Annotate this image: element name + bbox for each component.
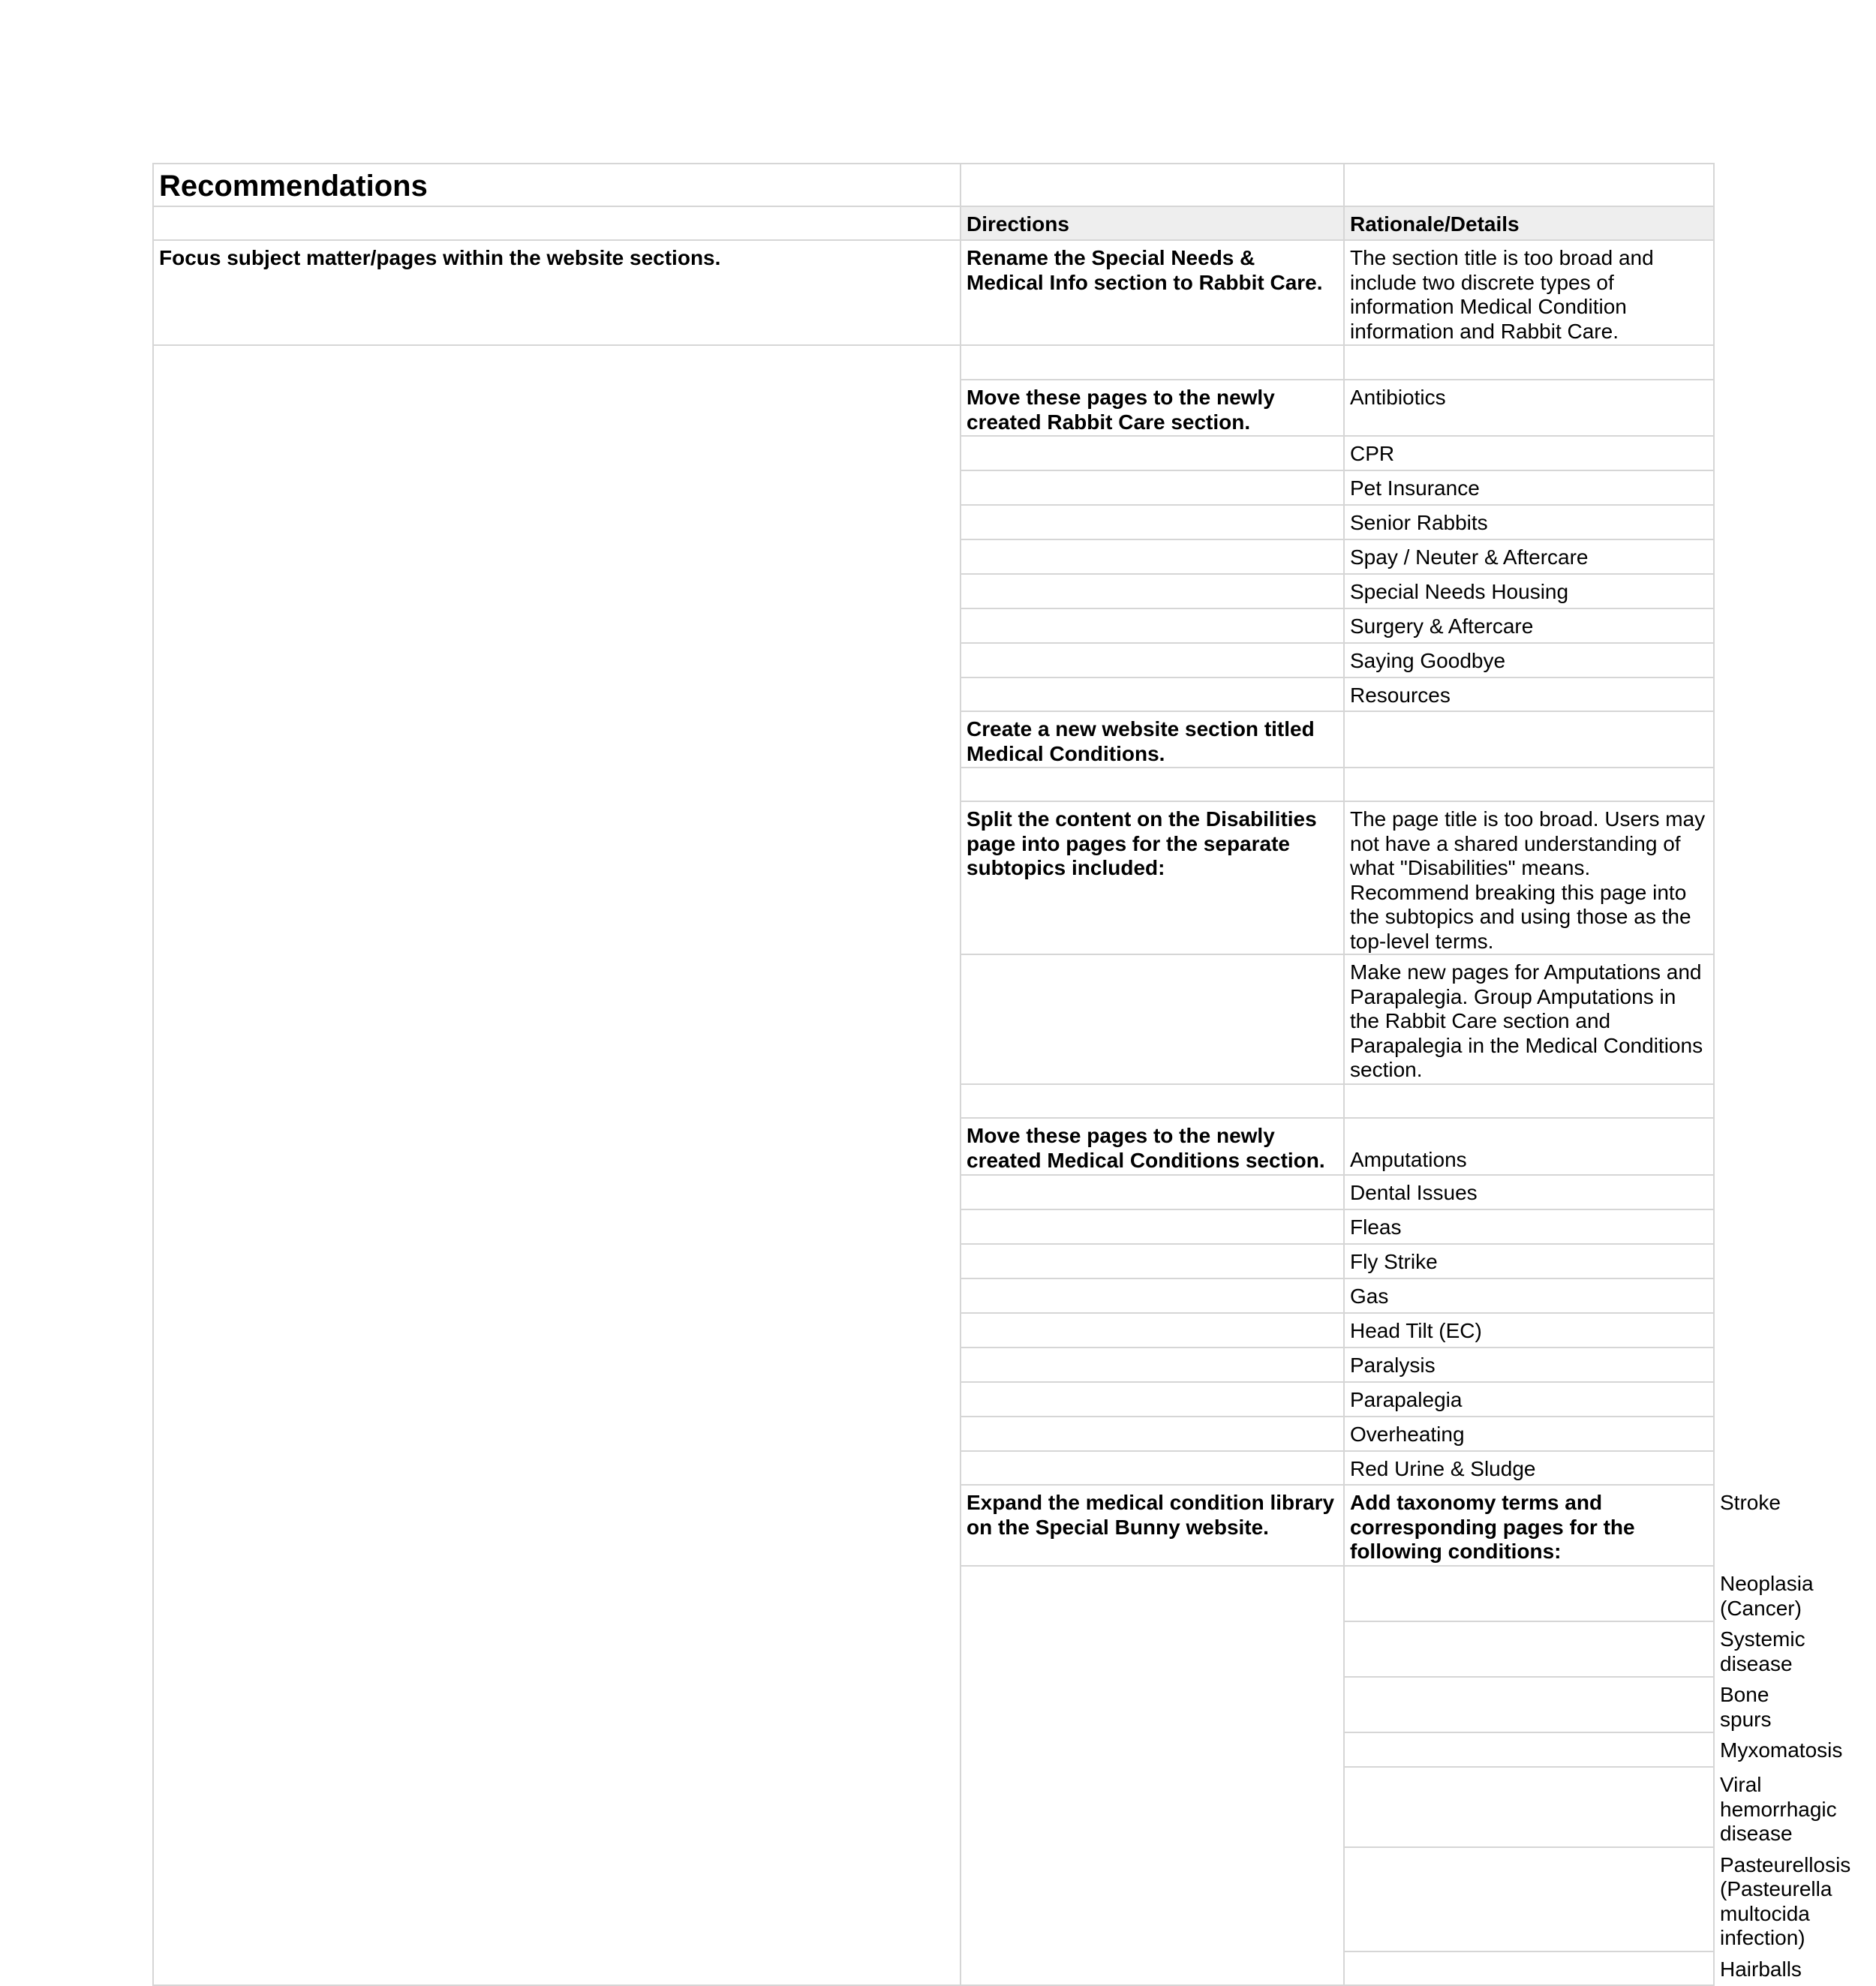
empty-cell: [961, 1313, 1344, 1348]
table-row: Myxomatosis: [153, 1732, 1714, 1767]
empty-cell: [961, 768, 1344, 801]
empty-cell: [961, 436, 1344, 470]
empty-cell: [961, 1382, 1344, 1417]
empty-cell: [1344, 1084, 1714, 1118]
list-item: Antibiotics: [1344, 380, 1714, 436]
table-row: [153, 240, 1714, 345]
list-item: Amputations: [1344, 1118, 1714, 1175]
empty-merged-cell: [153, 345, 961, 1985]
recommendations-sheet: [152, 163, 1851, 1986]
empty-cell: [961, 1244, 1344, 1278]
table-row: Bone spurs: [153, 1677, 1714, 1732]
direction-split: Split the content on the Disabilities page into pages for the separate subtopics included:: [961, 801, 1344, 954]
empty-cell: [961, 1278, 1344, 1313]
empty-cell: [1344, 1677, 1714, 1732]
list-item: Resources: [1344, 678, 1714, 711]
table-row: Hairballs: [153, 1951, 1714, 1985]
empty-cell: [1344, 1732, 1714, 1767]
goal-expand: Expand the medical condition library on the Special Bunny website.: [961, 1485, 1344, 1566]
empty-cell: [961, 574, 1344, 608]
list-item: Head Tilt (EC): [1344, 1313, 1714, 1348]
empty-cell: [1344, 1621, 1714, 1677]
empty-cell: [961, 1417, 1344, 1451]
list-item: Gas: [1344, 1278, 1714, 1313]
empty-cell: [1344, 164, 1714, 206]
empty-cell: [1344, 1951, 1714, 1985]
empty-cell: [961, 539, 1344, 574]
direction-rename: Rename the Special Needs & Medical Info section to Rabbit Care.: [961, 240, 1344, 345]
empty-cell: [961, 470, 1344, 505]
empty-cell: [961, 1348, 1344, 1382]
sheet-title: Recommendations: [153, 164, 961, 206]
empty-cell: [961, 164, 1344, 206]
empty-cell: [961, 1209, 1344, 1244]
direction-move-rabbit-care: Move these pages to the newly created Rabbit Care section.: [961, 380, 1344, 436]
list-item: Overheating: [1344, 1417, 1714, 1451]
list-item: Red Urine & Sludge: [1344, 1451, 1714, 1485]
table-row: Viral hemorrhagic disease: [153, 1767, 1714, 1847]
header-rationale: Rationale/Details: [1344, 206, 1714, 240]
header-row: [153, 206, 1714, 240]
empty-cell: [961, 345, 1344, 380]
empty-cell: [1344, 1847, 1714, 1951]
detail-split-1: The page title is too broad. Users may not have a shared understanding of what "Disabilities" means. Recommend breaking this page into the subtopics and using those as the top-level terms.: [1344, 801, 1714, 954]
list-item: Spay / Neuter & Aftercare: [1344, 539, 1714, 574]
goal-focus: Focus subject matter/pages within the website sections.: [153, 240, 961, 345]
empty-merged-cell: [961, 1566, 1344, 1985]
empty-cell: [1344, 768, 1714, 801]
list-item: Parapalegia: [1344, 1382, 1714, 1417]
table-row: [153, 345, 1714, 380]
table-row: Pasteurellosis (Pasteurella multocida infection): [153, 1847, 1714, 1951]
list-item: Saying Goodbye: [1344, 643, 1714, 678]
empty-cell: [961, 643, 1344, 678]
detail-rename: The section title is too broad and include two discrete types of information Medical Condition information and Rabbit Care.: [1344, 240, 1714, 345]
table-row: Expand the medical condition library on the Special Bunny website. Add taxonomy terms and corresponding pages for the following conditions: Stroke: [153, 1485, 1714, 1566]
empty-cell: [961, 1451, 1344, 1485]
list-item: Surgery & Aftercare: [1344, 608, 1714, 643]
list-item: Special Needs Housing: [1344, 574, 1714, 608]
recommendations-table: [152, 163, 1851, 1986]
empty-cell: [961, 505, 1344, 539]
list-item: Paralysis: [1344, 1348, 1714, 1382]
direction-add-terms: Add taxonomy terms and corresponding pages for the following conditions:: [1344, 1485, 1714, 1566]
empty-cell: [961, 954, 1344, 1084]
header-directions: Directions: [961, 206, 1344, 240]
list-item: Dental Issues: [1344, 1175, 1714, 1209]
empty-cell: [961, 608, 1344, 643]
list-item: Fly Strike: [1344, 1244, 1714, 1278]
table-row: Neoplasia (Cancer): [153, 1566, 1714, 1621]
empty-cell: [1344, 711, 1714, 768]
empty-cell: [153, 206, 961, 240]
title-row: [153, 164, 1714, 206]
direction-move-medical: Move these pages to the newly created Medical Conditions section.: [961, 1118, 1344, 1175]
empty-cell: [961, 1084, 1344, 1118]
table-row: Systemic disease: [153, 1621, 1714, 1677]
list-item: Fleas: [1344, 1209, 1714, 1244]
list-item: Pet Insurance: [1344, 470, 1714, 505]
empty-cell: [1344, 345, 1714, 380]
direction-create-section: Create a new website section titled Medical Conditions.: [961, 711, 1344, 768]
empty-cell: [961, 678, 1344, 711]
empty-cell: [1344, 1566, 1714, 1621]
list-item: Senior Rabbits: [1344, 505, 1714, 539]
list-item: CPR: [1344, 436, 1714, 470]
empty-cell: [961, 1175, 1344, 1209]
empty-cell: [1344, 1767, 1714, 1847]
detail-split-2: Make new pages for Amputations and Parapalegia. Group Amputations in the Rabbit Care section and Parapalegia in the Medical Conditions section.: [1344, 954, 1714, 1084]
